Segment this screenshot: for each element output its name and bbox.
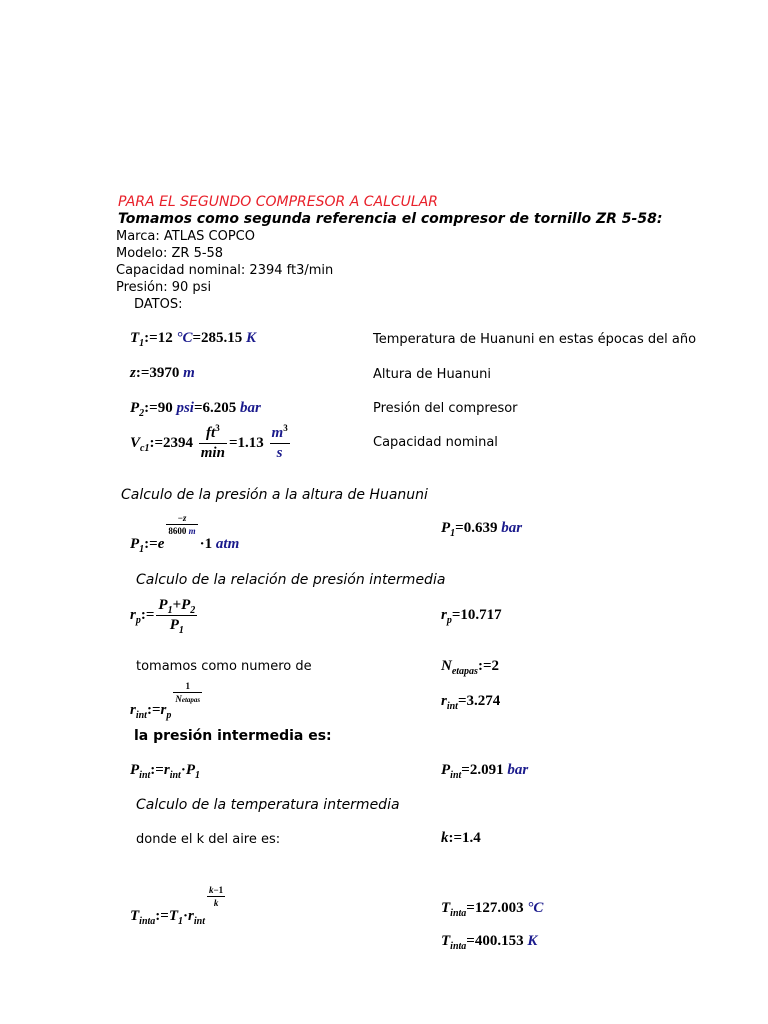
result-rint: $r_{int}=3.274$ — [441, 693, 501, 712]
presion-line: Presión: 90 psi — [116, 280, 212, 295]
result-tinta-celsius: $T_{inta}=127.003$ °C — [441, 900, 544, 919]
equation-rp: $r_p:=$ $\frac{P_1+P_2}{P_1}$ — [130, 597, 196, 636]
result-tinta-kelvin: $T_{inta}=400.153$ K — [441, 933, 538, 952]
result-rp: $r_p=10.717$ — [441, 607, 502, 626]
section-presion-altura: Calculo de la presión a la altura de Huanuni — [121, 487, 428, 503]
section-relacion: Calculo de la relación de presión intermedia — [136, 572, 446, 588]
equation-p1: $P_1:=e$ $\frac{-z}{8600 m}$ ·1 atm — [130, 513, 240, 555]
equation-rint: $r_{int}:=r_p$ $\frac{1}{\text{Netapas}}$ — [130, 681, 201, 721]
section-temp-intermedia: Calculo de la temperatura intermedia — [136, 797, 400, 813]
tomamos-line: tomamos como numero de — [136, 659, 312, 674]
equation-pint: $P_{int}:=r_{int}\cdot P_1$ — [130, 762, 200, 781]
z-description: Altura de Huanuni — [373, 367, 491, 382]
result-p1: $P_1=0.639$ bar — [441, 520, 523, 539]
datos-label: DATOS: — [134, 297, 183, 312]
p2-description: Presión del compresor — [373, 401, 518, 416]
vc1-description: Capacidad nominal — [373, 435, 498, 450]
section-presion-intermedia: la presión intermedia es: — [134, 728, 332, 744]
t1-description: Temperatura de Huanuni en estas épocas del año — [373, 332, 697, 347]
k-aire-line: donde el k del aire es: — [136, 832, 281, 847]
modelo-line: Modelo: ZR 5-58 — [116, 246, 224, 261]
equation-p2: $P_2:=90$ psi=6.205 bar — [130, 400, 261, 419]
equation-t1: $T_1:=12$ °C=285.15 K — [130, 330, 257, 349]
equation-z: z:=3970 m — [130, 365, 195, 381]
equation-tinta: $T_{inta}:=T_1\cdot r_{int}$ $\frac{k-1}{k}$ — [130, 885, 224, 927]
marca-line: Marca: ATLAS COPCO — [116, 229, 255, 244]
reference-subtitle: Tomamos como segunda referencia el compresor de tornillo ZR 5-58: — [118, 211, 663, 227]
equation-vc1: $V_{c1}:=2394$ $\frac{ft^3}{\min}$ =1.13 $\frac{m^3}{s}$ — [130, 423, 288, 461]
equation-k: k:=1.4 — [441, 830, 481, 846]
result-pint: $P_{int}=2.091$ bar — [441, 762, 529, 781]
capacidad-line: Capacidad nominal: 2394 ft3/min — [116, 263, 334, 278]
section-title: PARA EL SEGUNDO COMPRESOR A CALCULAR — [118, 194, 439, 210]
equation-netapas: $N_{etapas}:=2$ — [441, 658, 499, 677]
